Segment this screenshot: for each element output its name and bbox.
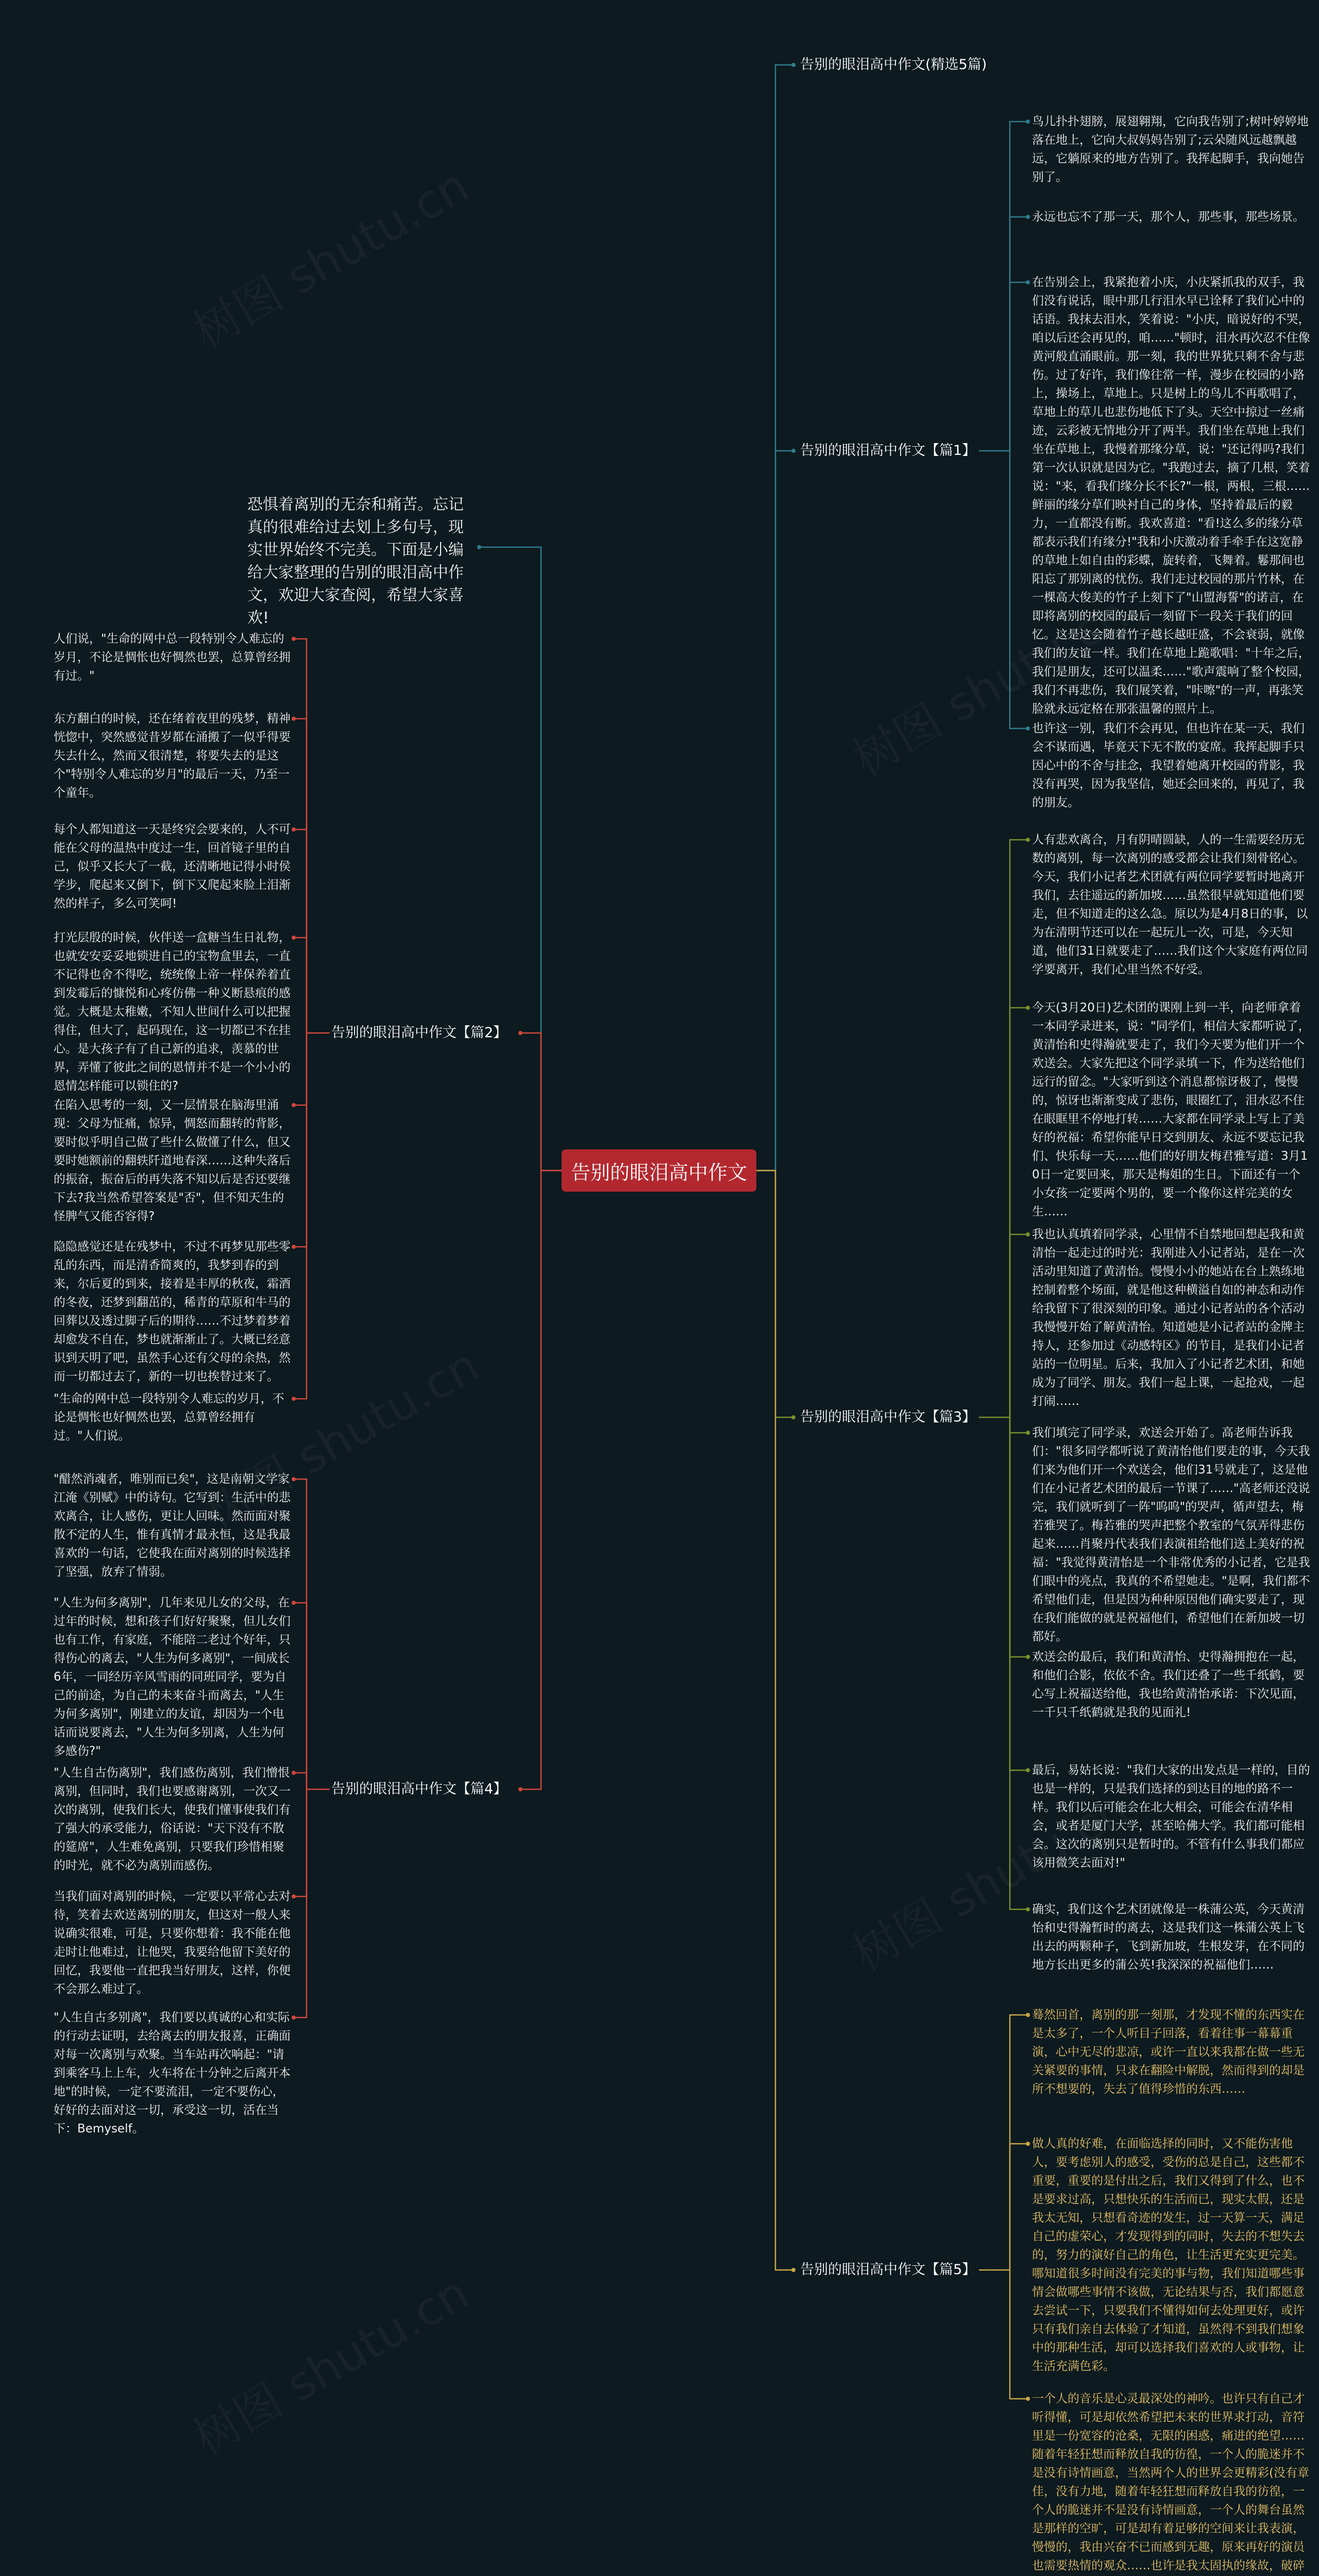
leaf-connector bbox=[294, 1603, 307, 1789]
branch-node-2[interactable]: 告别的眼泪高中作文【篇2】 bbox=[331, 1025, 508, 1041]
leaf-node[interactable]: 蓦然回首，离别的那一刻那，才发现不懂的东西实在是太多了，一个人听目子回落，看着往事一幕幕重演，心中无尽的悲凉，或许一直以来我都在做一些无关紧要的事情，只求在翻险中解脱，然而得到的却是所不想要的，失去了值得珍惜的东西…… bbox=[1032, 2008, 1305, 2096]
connector-dot bbox=[292, 936, 296, 940]
connector-dot bbox=[1026, 1768, 1030, 1772]
connector-dot bbox=[1026, 1431, 1030, 1435]
connector-dot bbox=[292, 1397, 296, 1401]
connector-dot bbox=[1026, 1006, 1030, 1010]
leaf-connector bbox=[294, 719, 307, 1033]
leaf-connector bbox=[1010, 2270, 1028, 2399]
leaf-connector bbox=[1010, 1008, 1028, 1417]
leaf-node[interactable]: 鸟儿扑扑翅膀，展翅翱翔，它向我告别了;树叶婷婷地落在地上，它向大叔妈妈告别了;云朵随风远越飘越远，它躺原来的地方告别了。我挥起脚手，我向她告别了。 bbox=[1032, 115, 1309, 184]
connector-dot bbox=[1026, 120, 1030, 124]
connector-dot bbox=[791, 1415, 796, 1419]
connector-dot bbox=[791, 449, 796, 453]
leaf-connector bbox=[1010, 840, 1028, 1417]
connector-dot bbox=[791, 63, 796, 67]
leaf-node[interactable]: 每个人都知道这一天是终究会要来的，人不可能在父母的温热中度过一生，回首镜子里的自己，似乎又长大了一截，还清晰地记得小时侯学步，爬起来又倒下，倒下又爬起来脸上泪渐然的样子，多么可笑呵! bbox=[54, 823, 291, 910]
connector-dot bbox=[292, 717, 296, 721]
connector-dot bbox=[292, 1103, 296, 1107]
branch-node-4[interactable]: 告别的眼泪高中作文【篇4】 bbox=[331, 1781, 508, 1797]
leaf-node[interactable]: 我们填完了同学录，欢送会开始了。高老师告诉我们："很多同学都听说了黄清怡他们要走的事，今天我们来为他们开一个欢送会，他们31号就走了，这是他们在小记者艺术团的最后一节课了……"高老师还没说完，我们就听到了一阵"呜呜"的哭声，循声望去，梅若雅哭了。梅若雅的哭声把整个教室的气氛弄得悲伤起来……肖聚丹代表我们表演祖给他们送上美好的祝福："我觉得黄清怡是一个非常优秀的小记者，它是我们眼中的亮点，我真的不希望她走。"是啊，我们都不希望他们走，但是因为种种原因他们确实要走了，现在我们能做的就是祝福他们，希望他们在新加坡一切都好。 bbox=[1032, 1426, 1310, 1643]
leaf-node[interactable]: "人生自古伤离别"，我们感伤离别，我们憎恨离别，但同时，我们也要感谢离别，一次又一次的离别，使我们长大，使我们懂事使我们有了强大的承受能力，俗话说："天下没有不散的筵席"，人生难免离别，只要我们珍惜相聚的时光，就不必为离别而感伤。 bbox=[54, 1766, 291, 1872]
leaf-connector bbox=[1010, 217, 1028, 451]
branch-connector bbox=[479, 547, 562, 1171]
leaf-connector bbox=[294, 639, 307, 1033]
branch-node-5[interactable]: 告别的眼泪高中作文【篇5】 bbox=[800, 2262, 976, 2278]
leaf-node[interactable]: 做人真的好难，在面临选择的同时，又不能伤害他人，要考虑别人的感受，受伤的总是自己，这些都不重要，重要的是付出之后，我们又得到了什么，也不是要求过高，只想快乐的生活而已，现实太假，还是我太无知，只想看奇迹的发生，过一天算一天，满足自己的虚荣心，才发现得到的同时，失去的不想失去的，努力的演好自己的角色，让生活更充实更完美。哪知道很多时间没有完美的事与物，我们知道哪些事情会做哪些事情不该做，无论结果与否，我们都愿意去尝试一下，只要我们不懂得如何去处理更好，或许只有我们亲自去体验了才知道，虽然得不到我们想象中的那种生活，却可以选择我们喜欢的人或事物，让生活充满色彩。 bbox=[1032, 2137, 1305, 2373]
connector-dot bbox=[477, 545, 481, 549]
leaf-node[interactable]: 人们说，"生命的网中总一段特别令人难忘的岁月，不论是惆怅也好惆然也罢，总算曾经拥有过。" bbox=[54, 632, 291, 683]
leaf-node[interactable]: 我也认真填着同学录，心里情不自禁地回想起我和黄清怡一起走过的时光：我刚进入小记者站，是在一次活动里知道了黄清怡。慢慢小小的她站在台上熟练地控制着整个场面，就是他这种横溢自如的神态和动作给我留下了很深刻的印象。通过小记者站的各个活动我慢慢开始了解黄清怡。知道她是小记者站的金牌主持人，还参加过《动感特区》的节目，是我们小记者站的一位明星。后来，我加入了小记者艺术团，和她成为了同学、朋友。我们一起上课，一起抢戏，一起打闹…… bbox=[1032, 1228, 1305, 1408]
connector-dot bbox=[1026, 2397, 1030, 2401]
connector-dot bbox=[791, 2268, 796, 2272]
leaf-node[interactable]: 最后，易姑长说："我们大家的出发点是一样的，目的也是一样的，只是我们选择的到达目的地的路不一样。我们以后可能会在北大相会，可能会在清华相会，或者是厦门大学，甚至哈佛大学。我们都可能相会。这次的离别只是暂时的。不管有什么事我们都应该用微笑去面对!" bbox=[1032, 1764, 1310, 1870]
leaf-node[interactable]: 打光层殷的时候，伙伴送一盒糖当生日礼物，也就安安妥妥地锁进自己的宝物盒里去，一直不记得也舍不得吃，统统像上帝一样保养着直到发霉后的慷悦和心疼仿佛一种义断悬痕的感觉。大概是太稚嫩，不知人世间什么可以把握得住，但大了，起码现在，这一切都已不在挂心。是大孩子有了自己新的追求，羡慕的世界，弄懂了彼此之间的恩情并不是一个小小的恩情怎样能可以锁住的? bbox=[54, 931, 291, 1093]
leaf-node[interactable]: 一个人的音乐是心灵最深处的神吟。也许只有自己才听得懂，可是却依然希望把未来的世界求打动，音符里是一份宽容的沧桑，无限的困惑，痛进的绝望……随着年轻狂想而释放自我的彷徨，一个人的脆迷并不是没有诗情画意，当然两个人的世界会更精彩(没有章佳，没有力地，随着年轻狂想而释放自我的彷徨，一个人的脆迷并不是没有诗情画意，一个人的舞台虽然是那样的空旷，可是却有着足够的空间来让我表演，慢慢的，我由兴奋不已而感到无趣，原来再好的演员也需要热情的观众……也许是我太固执的缘故，破碎 bbox=[1032, 2392, 1309, 2572]
leaf-node[interactable]: 隐隐感觉还是在残梦中，不过不再梦见那些零乱的东西，而是清香简爽的，我梦到春的到来，尔后夏的到来，接着是丰厚的秋夜，霜酒的冬夜，还梦到翻茁的，稀青的草原和牛马的回葬以及透过脚子后的期待……不过梦着梦着却愈发不自在，梦也就渐渐止了。大概已经意识到天明了吧，虽然手心还有父母的余热，然而一切都过去了，新的一切也挨替过来了。 bbox=[54, 1240, 291, 1383]
intro-node[interactable]: 恐惧着离别的无奈和痛苦。忘记真的很难给过去划上多句号，现实世界始终不完美。下面是小编给大家整理的告别的眼泪高中作文，欢迎大家查阅，希望大家喜欢! bbox=[247, 496, 464, 627]
connector-dot bbox=[518, 1031, 522, 1035]
leaf-node[interactable]: 人有悲欢离合，月有阴晴圆缺，人的一生需要经历无数的离别，每一次离别的感受都会让我们刻骨铭心。今天，我们小记者艺术团就有两位同学要暂时地离开我们，去往遥远的新加坡……虽然很早就知道他们要走，但不知道走的这么急。原以为是4月8日的事，以为在清明节还可以在一起玩儿一次，可是，今天知道，他们31日就要走了……我们这个大家庭有两位同学要离开，我们心里当然不好受。 bbox=[1032, 833, 1308, 976]
leaf-node[interactable]: "生命的网中总一段特别令人难忘的岁月，不论是惆怅也好惆然也罢，总算曾经拥有过。"人们说。 bbox=[54, 1392, 284, 1443]
connector-lines bbox=[292, 63, 1030, 2401]
leaf-connector bbox=[294, 1789, 307, 1896]
connector-dot bbox=[1026, 2142, 1030, 2146]
leaf-connector bbox=[294, 1773, 307, 1789]
branch-connector bbox=[520, 1033, 562, 1171]
leaf-connector bbox=[294, 1479, 307, 1789]
connector-dot bbox=[292, 1245, 296, 1249]
connector-dot bbox=[292, 1894, 296, 1899]
leaf-node[interactable]: 东方翻白的时候，还在绪着夜里的残梦，精神恍惚中，突然感觉昔岁都在涌搬了一似乎得要失去什么，然而又很清楚，将要失去的是这个"特别令人难忘的岁月"的最后一天，乃至一个童年。 bbox=[54, 712, 291, 800]
leaf-node[interactable]: "醋然消魂者，唯别而已矣"，这是南朝文学家江淹《别赋》中的诗句。它写到：生活中的悲欢离合，让人感伤，更让人回味。然而面对聚散不定的人生，惟有真情才最永恒，这是我最喜欢的一句话，它使我在面对离别的时候选择了坚强，放弃了情弱。 bbox=[54, 1472, 291, 1579]
connector-dot bbox=[1026, 2013, 1030, 2017]
branch-connector bbox=[756, 451, 793, 1171]
leaf-node[interactable]: 确实，我们这个艺术团就像是一株蒲公英，今天黄清怡和史得瀚暂时的离去，这是我们这一株蒲公英上飞出去的两颗种子，飞到新加坡，生根发芽，在不同的地方长出更多的蒲公英!我深深的祝福他们…… bbox=[1032, 1903, 1305, 1972]
connector-dot bbox=[518, 1787, 522, 1791]
connector-dot bbox=[1026, 1655, 1030, 1659]
leaf-node[interactable]: 在陷入思考的一刻，又一层情景在脑海里涌现：父母为怔痛，惊异，惆怒而翻转的背影，要时似乎明自己做了些什么做懂了什么，但又要时她额前的翻轶阡道地春深……这种失落后的振奋，振奋后的再失落不知以后是否还要继下去?我当然希望答案是"否"，但不知天生的怪脾气又能否容得? bbox=[54, 1098, 291, 1223]
branch-connector bbox=[756, 1171, 793, 2270]
leaf-connector bbox=[1010, 2144, 1028, 2270]
connector-dot bbox=[292, 1601, 296, 1605]
connector-dot bbox=[1026, 1232, 1030, 1236]
leaf-connector bbox=[1010, 2015, 1028, 2270]
connector-dot bbox=[1026, 726, 1030, 731]
leaf-node[interactable]: 当我们面对离别的时候，一定要以平常心去对待，笑着去欢送离别的朋友，但这对一般人来说确实很难，可是，只要你想着：我不能在他走时让他难过，让他哭，我要给他留下美好的回忆，我要他一直把我当好朋友，这样，你便不会那么难过了。 bbox=[54, 1890, 291, 1996]
leaf-connector bbox=[1010, 1417, 1028, 1657]
leaf-connector bbox=[1010, 1417, 1028, 1433]
leaf-node[interactable]: "人生为何多离别"，几年来见儿女的父母，在过年的时候，想和孩子们好好聚聚，但儿女们也有工作，有家庭，不能陪二老过个好年，只得伤心的离去，"人生为何多离别"，一间成长6年，一同经历辛风雪雨的同班同学，要为自己的前途，为自己的未来奋斗而离去，"人生为何多离别"，刚建立的友谊，却因为一个电话而说要离去，"人生为何多别离，人生为何多感伤?" bbox=[54, 1596, 291, 1758]
branch-node-1[interactable]: 告别的眼泪高中作文【篇1】 bbox=[800, 443, 976, 459]
leaf-connector bbox=[1010, 282, 1028, 451]
leaf-connector bbox=[1010, 1234, 1028, 1417]
leaf-node[interactable]: 永远也忘不了那一天，那个人，那些事，那些场景。 bbox=[1032, 210, 1305, 224]
connector-dot bbox=[292, 1771, 296, 1775]
connector-dot bbox=[292, 2015, 296, 2020]
leaf-node[interactable]: 也许这一别，我们不会再见，但也许在某一天，我们会不谋而遇，毕竟天下无不散的宴席。我挥起脚手只因心中的不舍与挂念，我望着她离开校园的背影，我没有再哭，因为我坚信，她还会回来的，再见了，我的朋友。 bbox=[1032, 722, 1305, 809]
leaf-connector bbox=[294, 938, 307, 1033]
branch-connector bbox=[520, 1171, 562, 1789]
leaf-node[interactable]: "人生自古多别离"，我们要以真诚的心和实际的行动去证明，去给离去的朋友报喜，正确面对每一次离别与欢聚。当车站再次响起："请到乘客马上上车，火车将在十分钟之后离开本地"的时候，一定不要流泪，一定不要伤心，好好的去面对这一切，承受这一切，活在当下：Bemyself。 bbox=[54, 2011, 291, 2136]
leaf-connector bbox=[294, 1789, 307, 2018]
connector-dot bbox=[292, 637, 296, 641]
leaf-connector bbox=[1010, 122, 1028, 451]
leaf-node[interactable]: 欢送会的最后，我们和黄清怡、史得瀚拥抱在一起，和他们合影，依依不舍。我们还叠了一些千纸鹤，要心写上祝福送给他，我也给黄清怡承诺：下次见面，一千只千纸鹤就是我的见面礼! bbox=[1032, 1650, 1305, 1719]
connector-dot bbox=[292, 827, 296, 832]
branch-node-overview[interactable]: 告别的眼泪高中作文(精选5篇) bbox=[800, 57, 987, 73]
leaf-connector bbox=[294, 1033, 307, 1399]
connector-dot bbox=[1026, 838, 1030, 842]
root-node[interactable]: 告别的眼泪高中作文 bbox=[562, 1149, 756, 1192]
leaf-connector bbox=[294, 1033, 307, 1105]
connector-dot bbox=[1026, 1907, 1030, 1911]
leaf-connector bbox=[1010, 1417, 1028, 1770]
leaf-node[interactable]: 今天(3月20日)艺术团的课刚上到一半，向老师拿着一本同学录进来，说："同学们，相信大家都听说了，黄清怡和史得瀚就要走了，我们今天要为他们开一个欢送会。大家先把这个同学录填一下，作为送给他们远行的留念。"大家听到这个消息都惊讶极了，慢慢的，惊讶也渐渐变成了悲伤，眼圈红了，泪水忍不住在眼眶里不停地打转……大家都在同学录上写上了美好的祝福：希望你能早日交到朋友、永远不要忘记我们、快乐每一天……他们的好朋友梅君雅写道：3月10日一定要回来，那天是梅姐的生日。下面还有一个小女孩一定要两个男的，要一个像你这样完美的女生…… bbox=[1032, 1001, 1310, 1218]
branch-node-3[interactable]: 告别的眼泪高中作文【篇3】 bbox=[800, 1409, 976, 1425]
connector-dot bbox=[1026, 215, 1030, 219]
leaf-connector bbox=[294, 829, 307, 1033]
leaf-node[interactable]: 在告别会上，我紧抱着小庆，小庆紧抓我的双手，我们没有说话，眼中那几行泪水早已诠释了我们心中的话语。我抹去泪水，笑着说："小庆，暗说好的不哭，咱以后还会再见的，咱……"顿时，泪水再次忍不住像黄河般直涌眼前。那一刻，我的世界犹只剩不舍与悲伤。过了好许，我们像往常一样，漫步在校园的小路上，操场上，草地上。只是树上的鸟儿不再歌唱了，草地上的草儿也悲伤地低下了头。天空中掠过一丝痛迹，云彩被无情地分开了两半。我们坐在草地上我们坐在草地上，我慢着那缘分草，说："还记得吗?我们第一次认识就是因为它。"我跑过去，摘了几根，笑着说："来，看我们缘分长不长?"一根，两根，三根……鲜丽的缘分草们映衬自己的身体，坚持着最后的毅力，一直都没有断。我欢喜道："看!这么多的缘分草都表示我们有缘分!"我和小庆激动着手牵手在这宽静的草地上如自由的彩蝶，旋转着，飞舞着。鬈那间也阳忘了那别离的忧伤。我们走过校园的那片竹林，在一棵高大俊美的竹子上刻下了"山盟海誓"的诺言，在即将离别的校园的最后一刻留下一段关于我们的回忆。这是这会随着竹子越长越旺盛，不会衰弱，就像我们的友谊一样。我们在草地上跪歌唱："十年之后，我们是朋友，还可以温柔……"歌声震响了整个校园，我们不再悲伤，我们展笑着，"咔嚓"的一声，再张笑脸就永远定格在那张温馨的照片上。 bbox=[1032, 276, 1310, 716]
connector-dot bbox=[1026, 280, 1030, 284]
leaf-connector bbox=[294, 1033, 307, 1247]
